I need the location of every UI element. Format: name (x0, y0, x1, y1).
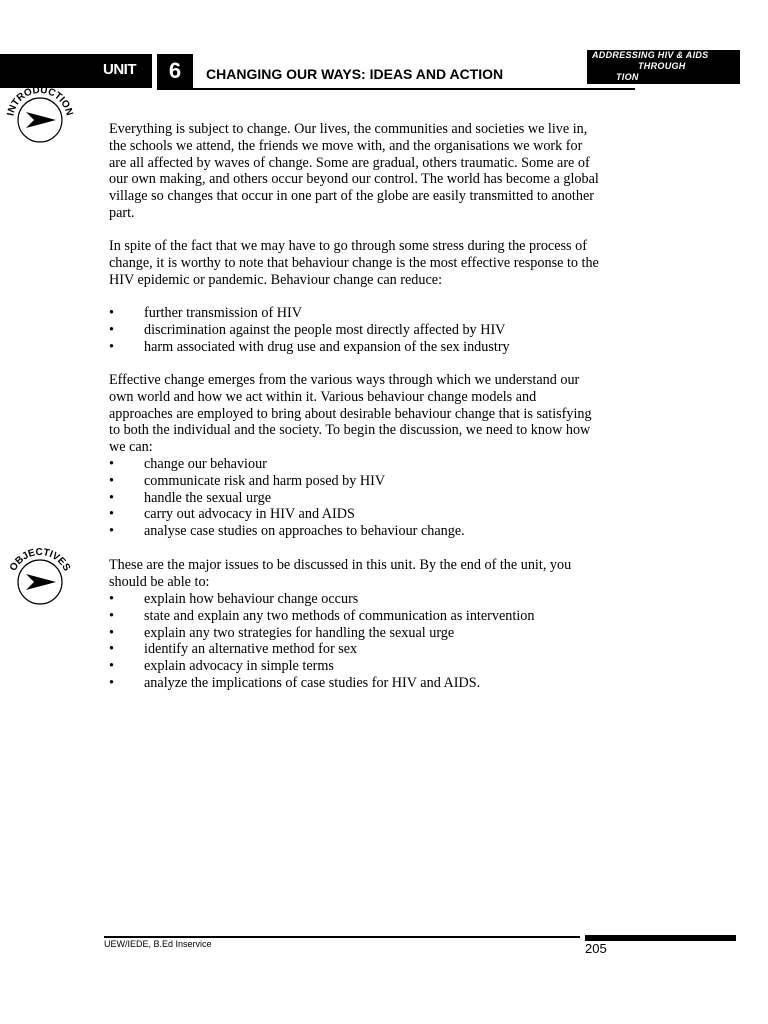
objectives-arc-label: OBJECTIVES (7, 546, 73, 574)
list-item: • explain any two strategies for handling the sexual urge (109, 624, 455, 641)
list-item: • further transmission of HIV (109, 305, 303, 321)
unit-title: CHANGING OUR WAYS: IDEAS AND ACTION (206, 66, 504, 82)
page-number: 205 (585, 941, 607, 956)
series-title: ADDRESSING HIV & AIDS THROUGH TION (592, 50, 709, 82)
list-item: • analyse case studies on approaches to behaviour change. (109, 523, 465, 540)
intro-paragraph-2: In spite of the fact that we may have to go through some stress during the process of change, it is worthy to note that behaviour change is the most effective response to the HIV epidemic or pandemic. Behaviour change can reduce: (109, 238, 599, 288)
know-list (109, 456, 599, 540)
list-item: • harm associated with drug use and expansion of the sex industry (109, 338, 510, 355)
list-item: • analyze the implications of case studies for HIV and AIDS. (109, 674, 481, 691)
list-item: • handle the sexual urge (109, 489, 271, 506)
list-item: • communicate risk and harm posed by HIV (109, 472, 386, 489)
footer-rule (104, 936, 580, 938)
reduce-list (109, 305, 599, 355)
objectives-badge (4, 546, 76, 618)
objectives-paragraph: These are the major issues to be discussed in this unit. By the end of the unit, you should be able to: (109, 557, 572, 590)
intro-paragraph-1: Everything is subject to change. Our lives, the communities and societies we live in, the schools we attend, the friends we move with, and the organisations we work for are all affected by waves of change. Some are gradual, others traumatic. Some are of our own making, and others occur beyond our control. The world has become a global village so changes that occur in one part of the globe are easily transmitted to another part. (109, 121, 599, 221)
title-rule (193, 88, 635, 90)
introduction-arc-label: INTRODUCTION (5, 84, 75, 117)
list-item: • identify an alternative method for sex (109, 641, 358, 658)
list-item: • change our behaviour (109, 456, 267, 472)
list-item: • carry out advocacy in HIV and AIDS (109, 506, 355, 523)
list-item: • state and explain any two methods of communication as intervention (109, 607, 535, 624)
footer-institution: UEW/IEDE, B.Ed Inservice (104, 939, 212, 949)
list-item: • explain advocacy in simple terms (109, 658, 334, 675)
intro-paragraph-3: Effective change emerges from the various ways through which we understand our own world and how we act within it. Various behaviour change models and approaches are employed to bring about desirable behaviour change that is satisfying to both the individual and the society. To begin the discussion, we need to know how we can: (109, 372, 592, 456)
footer-rule-thick (585, 935, 736, 941)
list-item: • explain how behaviour change occurs (109, 591, 359, 607)
unit-label: UNIT (103, 61, 136, 78)
unit-number: 6 (168, 58, 182, 83)
introduction-badge (4, 84, 76, 156)
objectives-list (109, 591, 599, 692)
list-item: • discrimination against the people most directly affected by HIV (109, 321, 506, 338)
